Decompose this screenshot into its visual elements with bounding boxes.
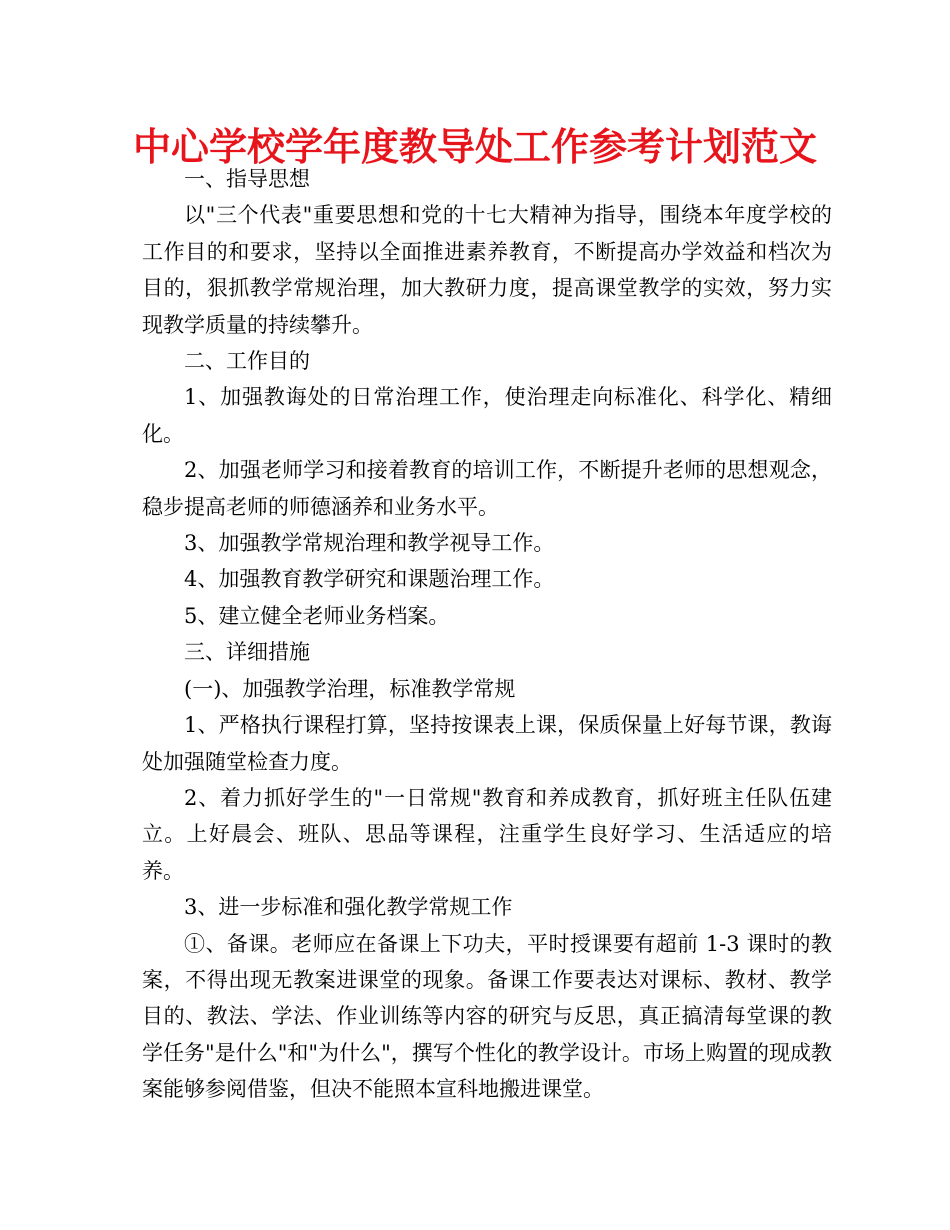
list-item: 3、进一步标准和强化教学常规工作 [184,895,513,920]
list-item: 1、加强教诲处的日常治理工作，使治理走向标准化、科学化、精细化。 [142,385,832,446]
document-title: 中心学校学年度教导处工作参考计划范文 [132,125,817,169]
document-body [142,161,832,1108]
list-item: 2、着力抓好学生的"一日常规"教育和养成教育，抓好班主任队伍建立。上好晨会、班队、思品等课程，注重学生良好学习、生活适应的培养。 [142,785,832,883]
list-item: 4、加强教育教学研究和课题治理工作。 [184,567,555,592]
paragraph: 以"三个代表"重要思想和党的十七大精神为指导，围绕本年度学校的工作目的和要求，坚持以全面推进素养教育，不断提高办学效益和档次为目的，狠抓教学常规治理，加大教研力度，提高课堂教学的实效，努力实现教学质量的持续攀升。 [142,203,832,337]
list-item: 3、加强教学常规治理和教学视导工作。 [184,531,555,556]
paragraph: ①、备课。老师应在备课上下功夫，平时授课要有超前 1-3 课时的教案，不得出现无教案进课堂的现象。备课工作要表达对课标、教材、教学目的、教法、学法、作业训练等内容的研究与反思，真正搞清每堂课的教学任务"是什么"和"为什么"，撰写个性化的教学设计。市场上购置的现成教案能够参阅借鉴，但决不能照本宣科地搬进课堂。 [142,931,832,1102]
list-item: 5、建立健全老师业务档案。 [184,603,450,628]
list-item: 2、加强老师学习和接着教育的培训工作，不断提升老师的思想观念，稳步提高老师的师德涵养和业务水平。 [142,458,832,519]
section-heading: 三、详细措施 [184,640,310,665]
list-item: 1、严格执行课程打算，坚持按课表上课，保质保量上好每节课，教诲处加强随堂检查力度。 [142,713,832,774]
section-heading: 一、指导思想 [184,167,310,191]
section-heading: 二、工作目的 [184,349,310,374]
subsection-heading: (一)、加强教学治理，标准教学常规 [184,676,516,701]
